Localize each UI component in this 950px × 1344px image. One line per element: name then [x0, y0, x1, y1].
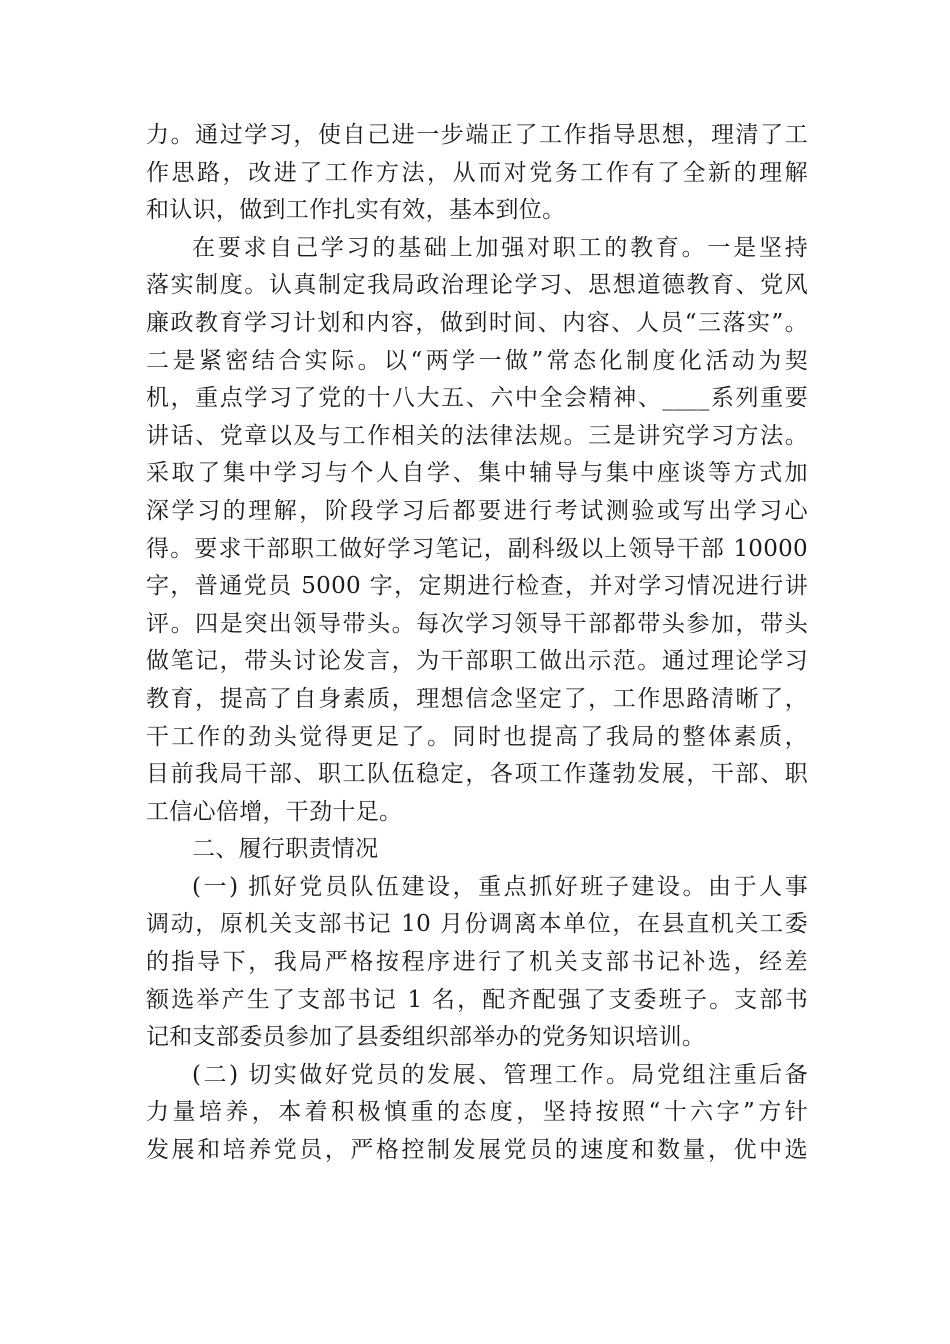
text-line: 作思路，改进了工作方法，从而对党务工作有了全新的理解 [146, 159, 808, 186]
text-line: 采取了集中学习与个人自学、集中辅导与集中座谈等方式加 [146, 460, 808, 487]
text-line: 评。四是突出领导带头。每次学习领导干部都带头参加，带头 [146, 610, 808, 637]
text-line: 廉政教育学习计划和内容，做到时间、内容、人员“三落实”。 [146, 309, 808, 336]
text-line: 二、履行职责情况 [192, 836, 379, 863]
text-line: 深学习的理解，阶段学习后都要进行考试测验或写出学习心 [146, 497, 808, 524]
text-line: 教育，提高了自身素质，理想信念坚定了，工作思路清晰了， [146, 685, 808, 712]
text-line: 力量培养，本着积极慎重的态度，坚持按照“十六字”方针 [146, 1099, 808, 1126]
paragraph [146, 1057, 808, 1170]
text-line: 在要求自己学习的基础上加强对职工的教育。一是坚持 [192, 234, 808, 261]
text-line: 的指导下，我局严格按程序进行了机关支部书记补选，经差 [146, 949, 808, 976]
text-line: 二是紧密结合实际。以“两学一做”常态化制度化活动为契 [146, 347, 808, 374]
text-line: (二) 切实做好党员的发展、管理工作。局党组注重后备 [192, 1061, 808, 1088]
text-line: 目前我局干部、职工队伍稳定，各项工作蓬勃发展，干部、职 [146, 761, 808, 788]
text-line: 和认识，做到工作扎实有效，基本到位。 [146, 197, 566, 224]
text-line: 得。要求干部职工做好学习笔记，副科级以上领导干部 10000 [146, 535, 808, 562]
text-line: 记和支部委员参加了县委组织部举办的党务知识培训。 [146, 1024, 706, 1051]
paragraph [146, 869, 808, 1057]
text-line: 发展和培养党员，严格控制发展党员的速度和数量，优中选 [146, 1137, 808, 1164]
text-line: 做笔记，带头讨论发言，为干部职工做出示范。通过理论学习 [146, 648, 808, 675]
text-line: 字，普通党员 5000 字，定期进行检查，并对学习情况进行讲 [146, 573, 808, 600]
text-line: 额选举产生了支部书记 1 名，配齐配强了支委班子。支部书 [146, 986, 808, 1013]
paragraph [146, 117, 808, 230]
text-line: 干工作的劲头觉得更足了。同时也提高了我局的整体素质， [146, 723, 808, 750]
text-line: 落实制度。认真制定我局政治理论学习、思想道德教育、党风 [146, 272, 808, 299]
text-line: 机，重点学习了党的十八大五、六中全会精神、____系列重要 [146, 385, 808, 412]
text-line: 讲话、党章以及与工作相关的法律法规。三是讲究学习方法。 [146, 422, 808, 449]
text-line: 力。通过学习，使自己进一步端正了工作指导思想，理清了工 [146, 122, 808, 148]
text-line: 工信心倍增，干劲十足。 [146, 798, 403, 825]
document-page [146, 117, 808, 1170]
text-line: (一) 抓好党员队伍建设，重点抓好班子建设。由于人事 [192, 873, 808, 900]
text-line: 调动，原机关支部书记 10 月份调离本单位，在县直机关工委 [146, 911, 808, 938]
paragraph [146, 230, 808, 832]
section-heading [146, 831, 808, 869]
